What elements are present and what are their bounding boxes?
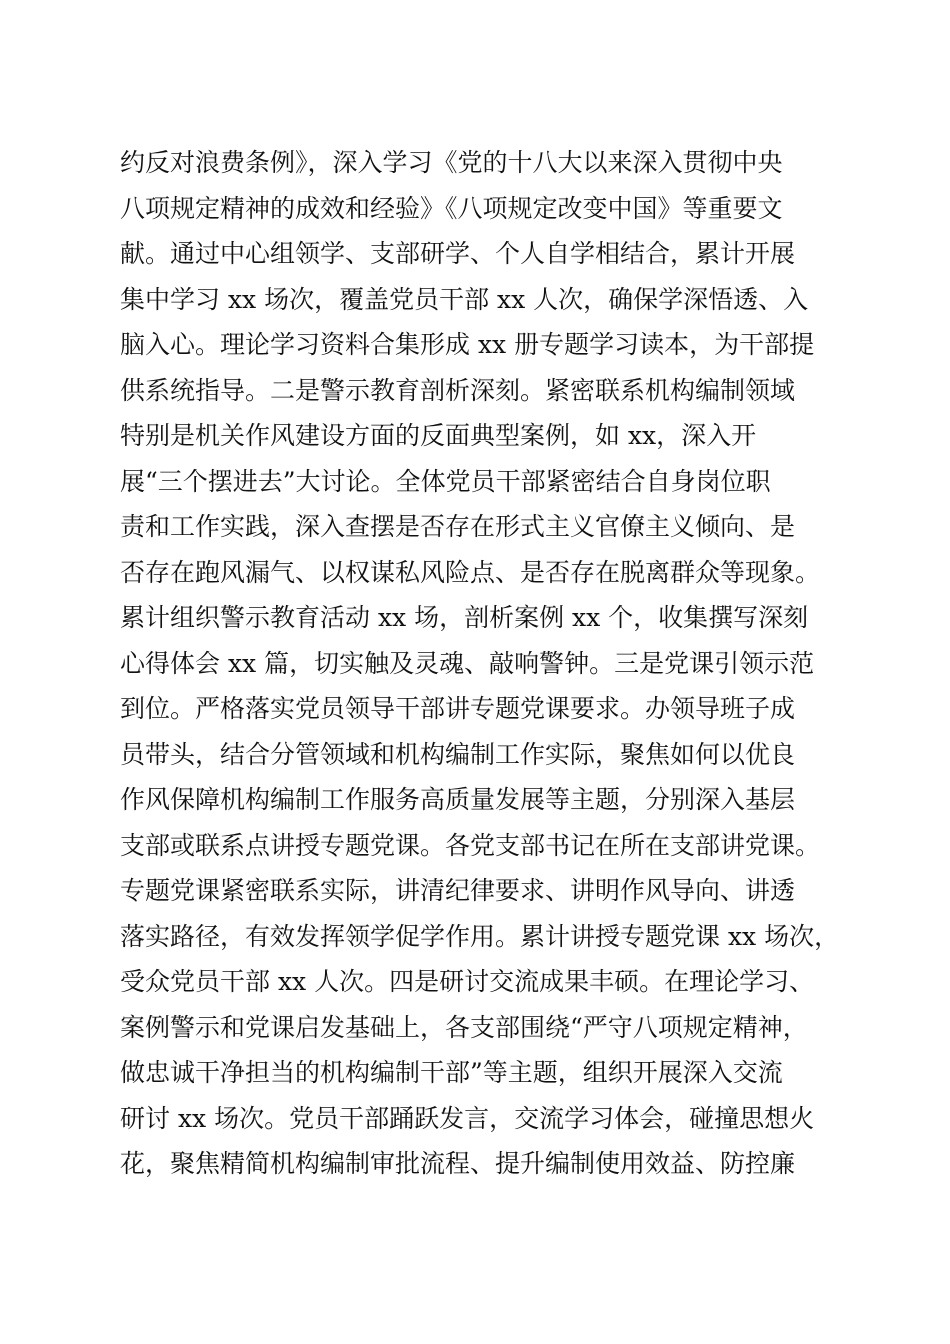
text-line: 支部或联系点讲授专题党课。各党支部书记在所在支部讲党课。 [120, 830, 821, 860]
text-line: 到位。严格落实党员领导干部讲专题党课要求。办领导班子成 [120, 694, 796, 723]
text-line: 研讨 xx 场次。党员干部踊跃发言，交流学习体会，碰撞思想火 [120, 1103, 815, 1133]
text-line: 特别是机关作风建设方面的反面典型案例，如 xx，深入开 [120, 421, 757, 450]
text-line: 责和工作实践，深入查摆是否存在形式主义官僚主义倾向、是 [120, 512, 796, 541]
text-line: 否存在跑风漏气、以权谋私风险点、是否存在脱离群众等现象。 [120, 557, 821, 587]
text-line: 作风保障机构编制工作服务高质量发展等主题，分别深入基层 [120, 785, 796, 814]
text-line: 脑入心。理论学习资料合集形成 xx 册专题学习读本，为干部提 [120, 330, 815, 359]
text-line: 集中学习 xx 场次，覆盖党员干部 xx 人次，确保学深悟透、入 [120, 284, 809, 314]
text-line: 花，聚焦精简机构编制审批流程、提升编制使用效益、防控廉 [120, 1149, 796, 1178]
text-line: 供系统指导。二是警示教育剖析深刻。紧密联系机构编制领域 [120, 375, 796, 405]
text-line: 八项规定精神的成效和经验》《八项规定改变中国》等重要文 [120, 193, 783, 223]
text-line: 展“三个摆进去”大讨论。全体党员干部紧密结合自身岗位职 [120, 466, 771, 496]
text-line: 专题党课紧密联系实际，讲清纪律要求、讲明作风导向、讲透 [120, 876, 796, 905]
text-line: 累计组织警示教育活动 xx 场，剖析案例 xx 个，收集撰写深刻 [120, 603, 809, 632]
text-line: 做忠诚干净担当的机构编制干部”等主题，组织开展深入交流 [120, 1058, 783, 1087]
text-line: 员带头，结合分管领域和机构编制工作实际，聚焦如何以优良 [120, 739, 796, 769]
text-line: 落实路径，有效发挥领学促学作用。累计讲授专题党课 xx 场次， [120, 921, 840, 951]
body-text [120, 140, 840, 1187]
text-line: 受众党员干部 xx 人次。四是研讨交流成果丰硕。在理论学习、 [120, 967, 815, 996]
text-line: 约反对浪费条例》，深入学习《党的十八大以来深入贯彻中央 [120, 148, 783, 177]
text-line: 献。通过中心组领学、支部研学、个人自学相结合，累计开展 [120, 239, 796, 268]
text-line: 案例警示和党课启发基础上，各支部围绕“严守八项规定精神， [120, 1012, 808, 1042]
text-line: 心得体会 xx 篇，切实触及灵魂、敲响警钟。三是党课引领示范 [120, 648, 815, 678]
